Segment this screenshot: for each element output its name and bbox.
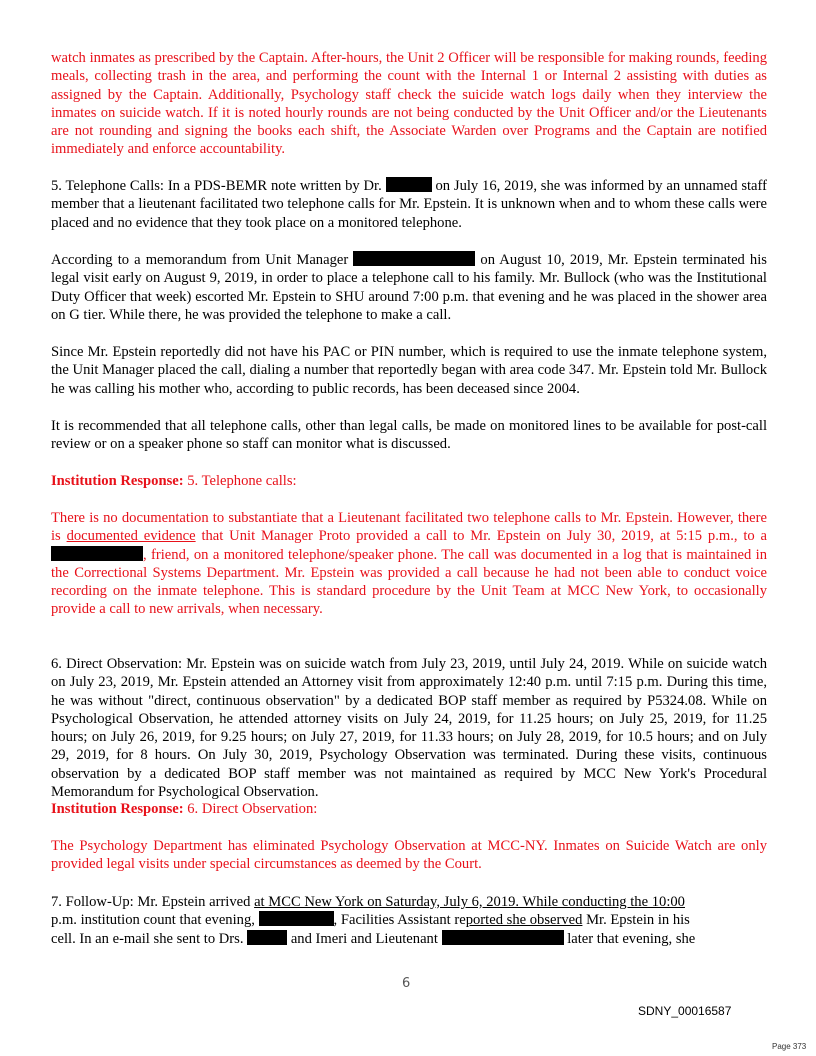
section5-paragraph-2: According to a memorandum from Unit Manager on August 10, 2019, Mr. Epstein terminated his legal visit early on August 9, 2019, in order to place a telephone call to his family. Mr. Bullock (who was the Institutional Duty Officer that week) escorted Mr. Epstein to SHU around 7:00 p.m. that evening and he was placed in the shower area on G tier. While there, he was provided the telephone to make a call. xyxy=(51,252,767,323)
section7-paragraph: 7. Follow-Up: Mr. Epstein arrived at MCC New York on Saturday, July 6, 2019. While conducting the 10:00 p.m. institution count that evening, , Facilities Assistant reported she observed Mr. Epstein in his cell. In an e-mail she sent to Drs. and Imeri and Lieutenant later that evening, she xyxy=(51,894,696,947)
redaction-box xyxy=(353,251,475,266)
redaction-box xyxy=(51,546,143,561)
section5-paragraph-1: 5. Telephone Calls: In a PDS-BEMR note written by Dr. on July 16, 2019, she was informed by an unnamed staff member that a lieutenant facilitated two telephone calls for Mr. Epstein. It is unknown when and to whom these calls were placed and no evidence that they took place on a monitored telephone. xyxy=(51,178,767,231)
section5-paragraph-3: Since Mr. Epstein reportedly did not have his PAC or PIN number, which is required to use the inmate telephone system, the Unit Manager placed the call, dialing a number that reportedly began with area code 347. Mr. Epstein told Mr. Bullock he was calling his mother who, according to public records, has been deceased since 2004. xyxy=(51,344,767,397)
section6-paragraph: 6. Direct Observation: Mr. Epstein was on suicide watch from July 23, 2019, until July 24, 2019. While on suicide watch on July 23, 2019, Mr. Epstein attended an Attorney visit from approximately 12:40 p.m. until 7:15 p.m. During this time, he was without "direct, continuous observation" by a dedicated BOP staff member as required by P5324.08. While on Psychological Observation, he attended attorney visits on July 24, 2019, for 11.25 hours; on July 25, 2019, for 11.25 hours; on July 26, 2019, for 9.25 hours; on July 27, 2019, for 11.33 hours; on July 28, 2019, for 10.5 hours; and on July 29, 2019, for 8 hours. On July 30, 2019, Psychology Observation was terminated. During these visits, continuous observation by a dedicated BOP staff member was not maintained as required by MCC New York's Procedural Memorandum for Psychological Observation. xyxy=(51,656,767,801)
bates-number: SDNY_00016587 xyxy=(638,1004,732,1018)
section5-paragraph-4: It is recommended that all telephone calls, other than legal calls, be made on monitored lines to be available for post-call review or on a speaker phone so staff can monitor what is discussed. xyxy=(51,418,767,453)
redaction-box xyxy=(247,930,287,945)
page-number: 6 xyxy=(402,976,411,991)
redaction-box xyxy=(442,930,564,945)
redaction-box xyxy=(386,177,432,192)
section5-response-text: There is no documentation to substantiate that a Lieutenant facilitated two telephone calls to Mr. Epstein. However, there is documented evidence that Unit Manager Proto provided a call to Mr. Epstein on July 30, 2019, at 5:15 p.m., to a , friend, on a monitored telephone/speaker phone. The call was documented in a log that is maintained in the Correctional Systems Department. Mr. Epstein was provided a call because he had not been able to conduct voice recording on the inmate telephone. This is standard procedure by the Unit Team at MCC New York, to occasionally provide a call to new arrivals, when necessary. xyxy=(51,510,767,618)
section5-response-heading: Institution Response: 5. Telephone calls: xyxy=(51,473,297,489)
suicide-watch-paragraph: watch inmates as prescribed by the Captain. After-hours, the Unit 2 Officer will be responsible for making rounds, feeding meals, collecting trash in the area, and performing the count with the Internal 1 or Internal 2 assisting with duties as assigned by the Captain. Additionally, Psychology staff check the suicide watch logs daily when they interview the inmates on suicide watch. If it is noted hourly rounds are not being conducted by the Unit Officer and/or the Lieutenants are not rounding and signing the books each shift, the Associate Warden over Programs and the Captain are notified immediately and enforce accountability. xyxy=(51,50,767,158)
redaction-box xyxy=(259,911,334,926)
section6-response-heading: Institution Response: 6. Direct Observation: xyxy=(51,801,318,817)
section6-response-text: The Psychology Department has eliminated Psychology Observation at MCC-NY. Inmates on Suicide Watch are only provided legal visits under special circumstances as deemed by the Court. xyxy=(51,838,767,873)
page-of-label: Page 373 xyxy=(772,1042,807,1051)
